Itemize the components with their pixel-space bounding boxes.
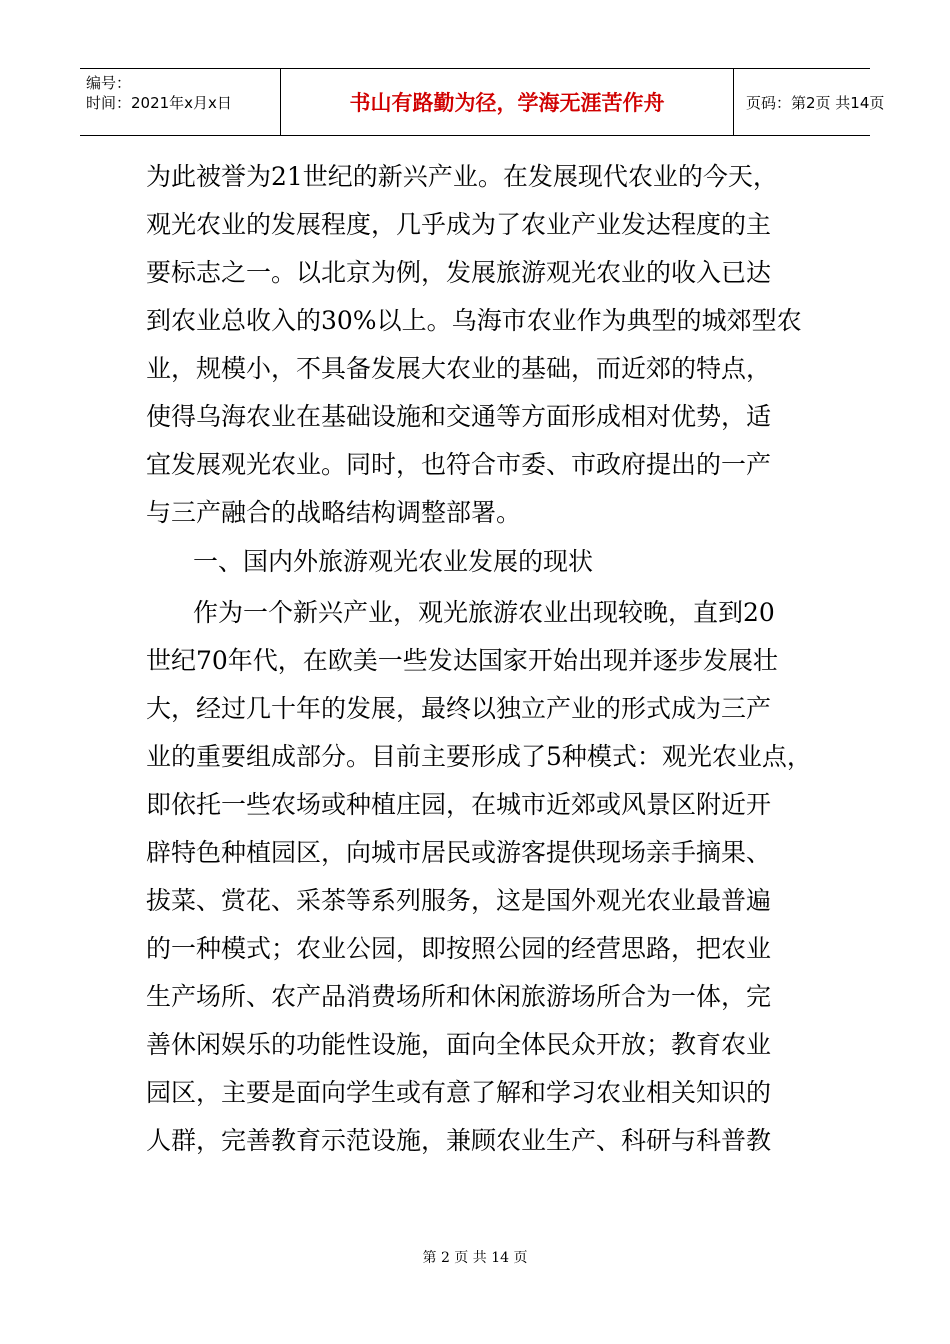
body-line: 大，经过几十年的发展，最终以独立产业的形式成为三产	[146, 694, 772, 723]
body-line: 世纪70年代，在欧美一些发达国家开始出现并逐步发展壮	[146, 646, 778, 675]
header-meta	[80, 69, 281, 135]
body-line: 观光农业的发展程度，几乎成为了农业产业发达程度的主	[146, 210, 772, 239]
document-date: 时间：2021年x月x日	[86, 94, 232, 112]
body-line: 与三产融合的战略结构调整部署。	[146, 498, 522, 527]
page-header	[80, 68, 885, 136]
body-line: 园区，主要是面向学生或有意了解和学习农业相关知识的	[146, 1078, 772, 1107]
body-line: 生产场所、农产品消费场所和休闲旅游场所合为一体，完	[146, 982, 772, 1011]
body-line: 即依托一些农场或种植庄园，在城市近郊或风景区附近开	[146, 790, 772, 819]
body-line: 拔菜、赏花、采茶等系列服务，这是国外观光农业最普遍	[146, 886, 772, 915]
body-line: 业，规模小，不具备发展大农业的基础，而近郊的特点，	[146, 354, 772, 383]
body-line: 为此被誉为21世纪的新兴产业。在发展现代农业的今天，	[146, 162, 778, 191]
header-motto: 书山有路勤为径，学海无涯苦作舟	[349, 91, 665, 115]
body-line: 善休闲娱乐的功能性设施，面向全体民众开放；教育农业	[146, 1030, 772, 1059]
header-motto-cell	[281, 69, 734, 135]
section-heading: 一、国内外旅游观光农业发展的现状	[193, 547, 594, 576]
body-line: 使得乌海农业在基础设施和交通等方面形成相对优势，适	[146, 402, 772, 431]
body-line: 要标志之一。以北京为例，发展旅游观光农业的收入已达	[146, 258, 772, 287]
body-line: 的一种模式；农业公园，即按照公园的经营思路，把农业	[146, 934, 772, 963]
header-page-info: 页码：第2页 共14页	[746, 93, 885, 112]
body-line: 作为一个新兴产业，观光旅游农业出现较晚，直到20	[193, 598, 775, 627]
body-line: 到农业总收入的30%以上。乌海市农业作为典型的城郊型农	[146, 306, 802, 335]
document-number-label: 编号：	[86, 74, 132, 92]
body-line: 人群，完善教育示范设施，兼顾农业生产、科研与科普教	[146, 1126, 772, 1155]
body-line: 业的重要组成部分。目前主要形成了5种模式：观光农业点，	[146, 742, 812, 771]
body-line: 宜发展观光农业。同时，也符合市委、市政府提出的一产	[146, 450, 772, 479]
body-line: 辟特色种植园区，向城市居民或游客提供现场亲手摘果、	[146, 838, 772, 867]
page-footer: 第 2 页 共 14 页	[422, 1250, 528, 1266]
